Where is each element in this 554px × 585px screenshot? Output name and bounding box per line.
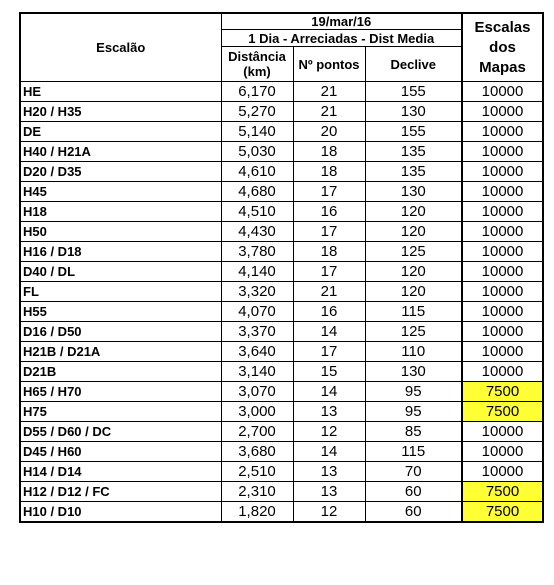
escala-cell: 10000 bbox=[462, 202, 543, 222]
table-row bbox=[20, 262, 543, 282]
escala-cell: 10000 bbox=[462, 142, 543, 162]
escala-cell: 10000 bbox=[462, 182, 543, 202]
escalao-cell: H14 / D14 bbox=[20, 462, 221, 482]
declive-header: Declive bbox=[365, 47, 462, 82]
pontos-cell: 12 bbox=[293, 422, 365, 442]
escalao-cell: H12 / D12 / FC bbox=[20, 482, 221, 502]
pontos-header: Nº pontos bbox=[293, 47, 365, 82]
results-table-container bbox=[19, 12, 544, 523]
escalao-cell: H20 / H35 bbox=[20, 102, 221, 122]
escalao-cell: DE bbox=[20, 122, 221, 142]
distancia-cell: 3,680 bbox=[221, 442, 293, 462]
declive-cell: 135 bbox=[365, 162, 462, 182]
pontos-cell: 13 bbox=[293, 402, 365, 422]
distancia-cell: 4,430 bbox=[221, 222, 293, 242]
distancia-cell: 6,170 bbox=[221, 82, 293, 102]
distancia-cell: 2,700 bbox=[221, 422, 293, 442]
declive-cell: 125 bbox=[365, 322, 462, 342]
table-row bbox=[20, 142, 543, 162]
escalao-cell: D20 / D35 bbox=[20, 162, 221, 182]
declive-cell: 155 bbox=[365, 122, 462, 142]
distancia-cell: 3,000 bbox=[221, 402, 293, 422]
table-row bbox=[20, 402, 543, 422]
pontos-cell: 18 bbox=[293, 142, 365, 162]
pontos-cell: 12 bbox=[293, 502, 365, 523]
pontos-cell: 13 bbox=[293, 482, 365, 502]
table-row bbox=[20, 162, 543, 182]
escala-cell: 10000 bbox=[462, 362, 543, 382]
pontos-cell: 21 bbox=[293, 82, 365, 102]
distancia-cell: 5,030 bbox=[221, 142, 293, 162]
declive-cell: 120 bbox=[365, 222, 462, 242]
event-subtitle-header: 1 Dia - Arreciadas - Dist Media bbox=[221, 30, 462, 47]
escala-cell: 7500 bbox=[462, 382, 543, 402]
escala-cell: 10000 bbox=[462, 82, 543, 102]
declive-cell: 155 bbox=[365, 82, 462, 102]
escala-cell: 7500 bbox=[462, 402, 543, 422]
distancia-cell: 3,780 bbox=[221, 242, 293, 262]
escala-cell: 10000 bbox=[462, 222, 543, 242]
table-row bbox=[20, 222, 543, 242]
distancia-cell: 2,310 bbox=[221, 482, 293, 502]
declive-cell: 130 bbox=[365, 182, 462, 202]
escala-cell: 10000 bbox=[462, 442, 543, 462]
escalao-cell: H21B / D21A bbox=[20, 342, 221, 362]
escalao-cell: D40 / DL bbox=[20, 262, 221, 282]
declive-cell: 95 bbox=[365, 402, 462, 422]
table-row bbox=[20, 302, 543, 322]
declive-cell: 130 bbox=[365, 362, 462, 382]
table-row bbox=[20, 322, 543, 342]
declive-cell: 110 bbox=[365, 342, 462, 362]
table-row bbox=[20, 282, 543, 302]
declive-cell: 130 bbox=[365, 102, 462, 122]
distancia-cell: 3,640 bbox=[221, 342, 293, 362]
escala-cell: 7500 bbox=[462, 482, 543, 502]
escala-cell: 10000 bbox=[462, 462, 543, 482]
escalao-cell: H55 bbox=[20, 302, 221, 322]
pontos-cell: 15 bbox=[293, 362, 365, 382]
escala-cell: 10000 bbox=[462, 102, 543, 122]
distancia-cell: 4,610 bbox=[221, 162, 293, 182]
escalao-cell: D16 / D50 bbox=[20, 322, 221, 342]
table-row bbox=[20, 182, 543, 202]
table-row bbox=[20, 442, 543, 462]
table-row bbox=[20, 502, 543, 523]
declive-cell: 60 bbox=[365, 482, 462, 502]
pontos-cell: 17 bbox=[293, 262, 365, 282]
pontos-cell: 21 bbox=[293, 282, 365, 302]
declive-cell: 70 bbox=[365, 462, 462, 482]
distancia-cell: 3,070 bbox=[221, 382, 293, 402]
table-row bbox=[20, 422, 543, 442]
declive-cell: 120 bbox=[365, 282, 462, 302]
table-row bbox=[20, 462, 543, 482]
declive-cell: 85 bbox=[365, 422, 462, 442]
table-body bbox=[20, 82, 543, 523]
pontos-cell: 14 bbox=[293, 442, 365, 462]
table-row bbox=[20, 482, 543, 502]
declive-cell: 125 bbox=[365, 242, 462, 262]
pontos-cell: 17 bbox=[293, 182, 365, 202]
pontos-cell: 17 bbox=[293, 342, 365, 362]
distancia-cell: 4,070 bbox=[221, 302, 293, 322]
distancia-cell: 4,140 bbox=[221, 262, 293, 282]
escalao-cell: H10 / D10 bbox=[20, 502, 221, 523]
escala-cell: 10000 bbox=[462, 342, 543, 362]
distancia-cell: 2,510 bbox=[221, 462, 293, 482]
table-row bbox=[20, 382, 543, 402]
escala-cell: 10000 bbox=[462, 262, 543, 282]
pontos-cell: 18 bbox=[293, 242, 365, 262]
distancia-cell: 1,820 bbox=[221, 502, 293, 523]
escalas-header-line3: Mapas bbox=[479, 58, 526, 76]
pontos-cell: 20 bbox=[293, 122, 365, 142]
distancia-cell: 3,320 bbox=[221, 282, 293, 302]
date-header: 19/mar/16 bbox=[221, 13, 462, 30]
distancia-cell: 3,140 bbox=[221, 362, 293, 382]
escalao-cell: D55 / D60 / DC bbox=[20, 422, 221, 442]
declive-cell: 95 bbox=[365, 382, 462, 402]
pontos-cell: 16 bbox=[293, 302, 365, 322]
pontos-cell: 13 bbox=[293, 462, 365, 482]
escalao-cell: H40 / H21A bbox=[20, 142, 221, 162]
declive-cell: 115 bbox=[365, 442, 462, 462]
escala-cell: 7500 bbox=[462, 502, 543, 523]
pontos-cell: 18 bbox=[293, 162, 365, 182]
pontos-cell: 14 bbox=[293, 382, 365, 402]
escalao-cell: D21B bbox=[20, 362, 221, 382]
escalao-cell: D45 / H60 bbox=[20, 442, 221, 462]
escalas-header bbox=[462, 13, 543, 82]
distancia-cell: 3,370 bbox=[221, 322, 293, 342]
escalao-cell: HE bbox=[20, 82, 221, 102]
table-row bbox=[20, 242, 543, 262]
escala-cell: 10000 bbox=[462, 282, 543, 302]
pontos-cell: 21 bbox=[293, 102, 365, 122]
escalao-cell: H75 bbox=[20, 402, 221, 422]
declive-cell: 120 bbox=[365, 202, 462, 222]
distancia-header-line1: Distância bbox=[228, 49, 286, 64]
declive-cell: 115 bbox=[365, 302, 462, 322]
table-row bbox=[20, 362, 543, 382]
escala-cell: 10000 bbox=[462, 242, 543, 262]
escalao-cell: H65 / H70 bbox=[20, 382, 221, 402]
distancia-header-line2: (km) bbox=[243, 64, 271, 79]
distancia-cell: 5,270 bbox=[221, 102, 293, 122]
pontos-cell: 14 bbox=[293, 322, 365, 342]
distancia-header bbox=[221, 47, 293, 82]
escala-cell: 10000 bbox=[462, 302, 543, 322]
escala-cell: 10000 bbox=[462, 422, 543, 442]
escala-cell: 10000 bbox=[462, 162, 543, 182]
table-row bbox=[20, 82, 543, 102]
table-row bbox=[20, 122, 543, 142]
table-row bbox=[20, 342, 543, 362]
table-row bbox=[20, 202, 543, 222]
table-row bbox=[20, 102, 543, 122]
declive-cell: 60 bbox=[365, 502, 462, 523]
escalao-cell: H18 bbox=[20, 202, 221, 222]
escalao-cell: H45 bbox=[20, 182, 221, 202]
pontos-cell: 17 bbox=[293, 222, 365, 242]
declive-cell: 135 bbox=[365, 142, 462, 162]
escalao-header: Escalão bbox=[20, 13, 221, 82]
escalas-header-line1: Escalas bbox=[474, 18, 531, 36]
results-table bbox=[19, 12, 544, 523]
escalao-cell: H50 bbox=[20, 222, 221, 242]
escala-cell: 10000 bbox=[462, 122, 543, 142]
escalao-cell: FL bbox=[20, 282, 221, 302]
declive-cell: 120 bbox=[365, 262, 462, 282]
distancia-cell: 4,510 bbox=[221, 202, 293, 222]
escala-cell: 10000 bbox=[462, 322, 543, 342]
distancia-cell: 4,680 bbox=[221, 182, 293, 202]
escalao-cell: H16 / D18 bbox=[20, 242, 221, 262]
pontos-cell: 16 bbox=[293, 202, 365, 222]
escalas-header-line2: dos bbox=[489, 38, 516, 56]
distancia-cell: 5,140 bbox=[221, 122, 293, 142]
